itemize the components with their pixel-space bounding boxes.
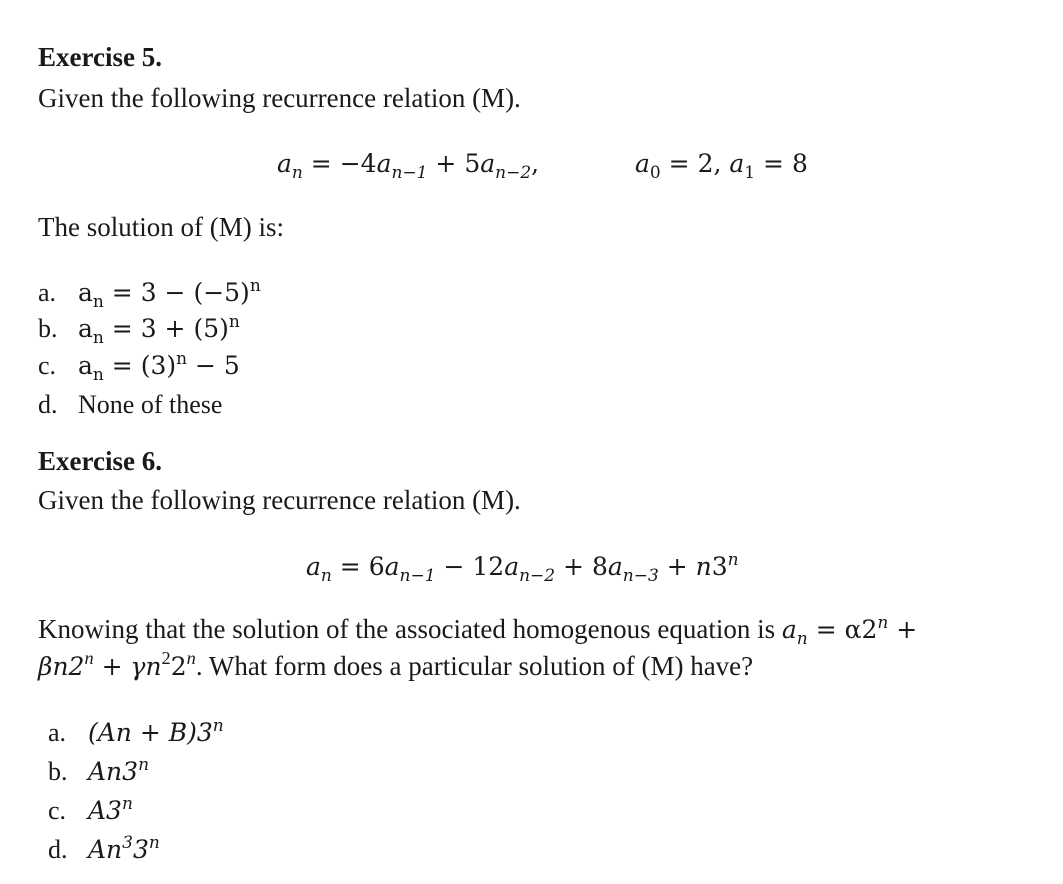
exercise6-knowing-line2: $\beta n2^n + \gamma n^22^n$. What form does a particular solution of (M) have? <box>38 647 754 681</box>
exercise5-option-d[interactable]: d. None of these <box>38 390 223 419</box>
exercise6-option-d[interactable]: d. An$^3$3$^n$ <box>48 832 160 864</box>
exercise5-initial-conditions: $a_0 = 2$, $a_1 = 8$ <box>635 149 808 183</box>
exercise6-option-b[interactable]: b. An3$^n$ <box>48 754 150 786</box>
exercise5-heading: Exercise 5. <box>38 42 162 72</box>
exercise5-question: The solution of (M) is: <box>38 212 284 242</box>
exercise5-option-a[interactable]: a. $a_n = 3 - (-5)^n$ <box>38 275 261 312</box>
exercise6-intro: Given the following recurrence relation (M). <box>38 485 521 515</box>
exercise6-option-c[interactable]: c. A3$^n$ <box>48 793 133 825</box>
exercise5-intro: Given the following recurrence relation (M). <box>38 83 521 113</box>
exercise6-equation: $a_n = 6a_{n-1} - 12a_{n-2} + 8a_{n-3} + n3^n$ <box>306 549 739 586</box>
exercise6-knowing-line1: Knowing that the solution of the associated homogenous equation is $a_n = \alpha 2^n$ + <box>38 612 918 649</box>
exercise6-heading: Exercise 6. <box>38 446 162 476</box>
exercise5-option-b[interactable]: b. $a_n = 3 + (5)^n$ <box>38 311 240 348</box>
exercise5-equation: $a_n = -4a_{n-1} + 5a_{n-2}$, <box>277 149 540 183</box>
exercise6-option-a[interactable]: a. $(An + B)3^n$ <box>48 715 224 747</box>
exercise5-option-c[interactable]: c. $a_n = (3)^n - 5$ <box>38 348 240 385</box>
